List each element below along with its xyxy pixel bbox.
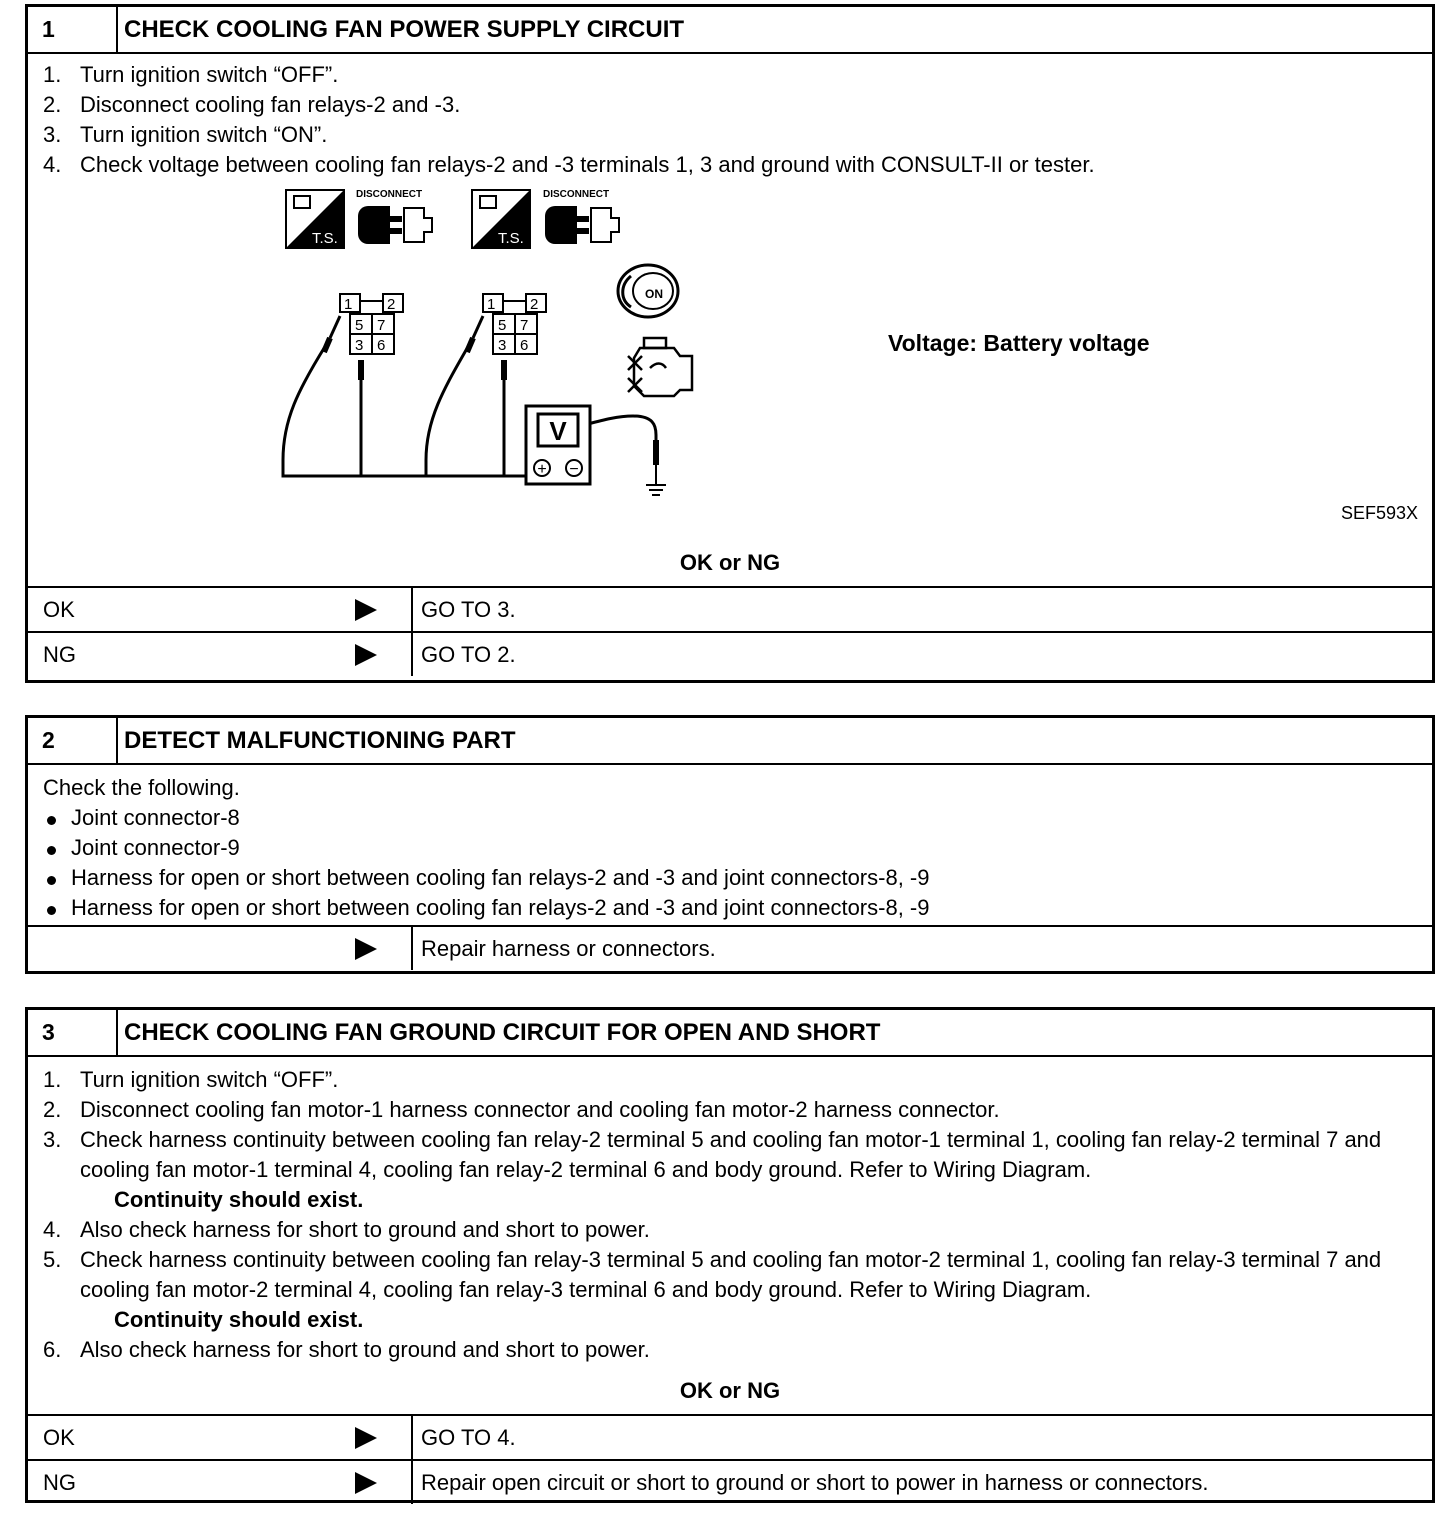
intro-text: Check the following.	[43, 775, 240, 800]
step-1-box	[25, 4, 1435, 683]
wiring-diagram	[28, 180, 1432, 550]
item-text: Disconnect cooling fan motor-1 harness connector and cooling fan motor-2 harness connector.	[80, 1097, 1000, 1122]
item-text: Check harness continuity between cooling fan relay-3 terminal 5 and cooling fan motor-2 terminal 1, cooling fan relay-3 terminal 7 and cooling fan motor-2 terminal 4, cooling fan relay-3 terminal 6 and body ground. Refer to Wiring Diagram.	[80, 1247, 1382, 1302]
right-arrow-icon	[355, 599, 377, 621]
item-text: Check voltage between cooling fan relays-2 and -3 terminals 1, 3 and ground with CONSULT-II or tester.	[80, 152, 1095, 177]
step-2-body	[28, 765, 1432, 925]
check-item: Harness for open or short between cooling fan relays-2 and -3 and joint connectors-8, -9	[43, 893, 1432, 923]
instruction-list	[43, 1065, 1418, 1365]
right-arrow-icon	[355, 1472, 377, 1494]
disconnect-connector-icon	[356, 189, 432, 244]
result-condition	[28, 927, 413, 970]
ts-label: T.S.	[498, 230, 524, 247]
terminal-label: 7	[520, 317, 529, 334]
result-label: OK or NG	[679, 1378, 781, 1403]
probe-tips	[324, 338, 656, 465]
step-title: CHECK COOLING FAN POWER SUPPLY CIRCUIT	[124, 15, 685, 43]
item-number: 5.	[43, 1247, 62, 1272]
terminal-label: 7	[377, 317, 386, 334]
instruction-item	[43, 60, 1432, 90]
item-text: Also check harness for short to ground and short to power.	[80, 1217, 650, 1242]
item-number: 6.	[43, 1337, 62, 1362]
step-title: CHECK COOLING FAN GROUND CIRCUIT FOR OPEN AND SHORT	[124, 1018, 881, 1046]
step-3-box	[25, 1007, 1435, 1503]
continuity-note: Continuity should exist.	[114, 1307, 364, 1332]
voltage-spec: Voltage: Battery voltage	[888, 330, 1150, 356]
ground-icon	[646, 465, 666, 495]
terminal-label: 5	[498, 317, 507, 334]
check-list	[43, 803, 1432, 923]
engine-off-icon	[628, 338, 692, 396]
ignition-switch-on-icon	[618, 265, 678, 317]
result-row-ng	[28, 631, 1432, 676]
result-action: Repair harness or connectors.	[421, 935, 716, 961]
step-number: 1	[28, 7, 118, 52]
ignition-label: ON	[645, 287, 663, 301]
terminal-label: 6	[520, 337, 529, 354]
terminal-label: 1	[487, 296, 496, 313]
condition-text: NG	[43, 641, 76, 667]
step-3-header	[28, 1010, 1432, 1057]
terminal-label: 1	[344, 296, 353, 313]
result-condition	[28, 1416, 413, 1459]
item-number: 1.	[43, 62, 62, 87]
result-action: Repair open circuit or short to ground or short to power in harness or connectors.	[421, 1469, 1209, 1495]
instruction-item	[43, 120, 1432, 150]
relay-connector	[483, 294, 546, 354]
step-title: DETECT MALFUNCTIONING PART	[124, 726, 516, 754]
result-condition	[28, 588, 413, 631]
result-action: GO TO 4.	[421, 1424, 516, 1450]
instruction-item	[43, 90, 1432, 120]
result-condition	[28, 633, 413, 676]
result-label: OK or NG	[679, 550, 781, 575]
terminal-label: 2	[530, 296, 539, 313]
item-text: Disconnect cooling fan relays-2 and -3.	[80, 92, 461, 117]
minus-terminal: −	[569, 461, 579, 478]
terminal-label: 5	[355, 317, 364, 334]
item-text: Turn ignition switch “ON”.	[80, 122, 328, 147]
terminal-label: 2	[387, 296, 396, 313]
item-text: Turn ignition switch “OFF”.	[80, 62, 339, 87]
figure-code: SEF593X	[1340, 503, 1418, 523]
result-row	[28, 925, 1432, 970]
test-sensor-icon	[472, 190, 530, 248]
check-item: Joint connector-8	[43, 803, 1432, 833]
disconnect-label: DISCONNECT	[543, 189, 610, 200]
instruction-item	[43, 1065, 1418, 1095]
item-number: 4.	[43, 152, 62, 177]
meter-label: V	[549, 416, 567, 446]
relay-connector	[340, 294, 403, 354]
item-text: Also check harness for short to ground and short to power.	[80, 1337, 650, 1362]
terminal-label: 6	[377, 337, 386, 354]
step-number: 3	[28, 1010, 118, 1055]
check-item: Joint connector-9	[43, 833, 1432, 863]
voltage-check-figure	[28, 180, 1432, 550]
check-item: Harness for open or short between cooling fan relays-2 and -3 and joint connectors-8, -9	[43, 863, 1432, 893]
instruction-item	[43, 1245, 1418, 1335]
disconnect-connector-icon	[543, 189, 619, 244]
step-1-body	[28, 54, 1432, 180]
item-number: 4.	[43, 1217, 62, 1242]
voltmeter-icon	[526, 406, 590, 484]
right-arrow-icon	[355, 1427, 377, 1449]
step-number: 2	[28, 718, 118, 763]
instruction-item	[43, 1335, 1418, 1365]
item-number: 2.	[43, 92, 62, 117]
result-row-ok	[28, 586, 1432, 631]
item-number: 1.	[43, 1067, 62, 1092]
instruction-item	[43, 1215, 1418, 1245]
ts-label: T.S.	[312, 230, 338, 247]
right-arrow-icon	[355, 938, 377, 960]
terminal-label: 3	[498, 337, 507, 354]
item-text: Check harness continuity between cooling fan relay-2 terminal 5 and cooling fan motor-1 terminal 1, cooling fan relay-2 terminal 7 and cooling fan motor-1 terminal 4, cooling fan relay-2 terminal 6 and body ground. Refer to Wiring Diagram.	[80, 1127, 1382, 1182]
condition-text: NG	[43, 1469, 76, 1495]
result-row-ok	[28, 1414, 1432, 1459]
disconnect-label: DISCONNECT	[356, 189, 423, 200]
result-action: GO TO 2.	[421, 641, 516, 667]
result-row-ng	[28, 1459, 1432, 1504]
step-2-header	[28, 718, 1432, 765]
plus-terminal: +	[537, 461, 547, 478]
instruction-item	[43, 1095, 1418, 1125]
step-1-header	[28, 7, 1432, 54]
continuity-note: Continuity should exist.	[114, 1187, 364, 1212]
instruction-list	[43, 60, 1432, 180]
item-number: 3.	[43, 1127, 62, 1152]
item-text: Turn ignition switch “OFF”.	[80, 1067, 339, 1092]
result-action: GO TO 3.	[421, 596, 516, 622]
step-3-body	[28, 1057, 1432, 1374]
instruction-item	[43, 150, 1432, 180]
step-2-box	[25, 715, 1435, 974]
test-sensor-icon	[286, 190, 344, 248]
item-number: 2.	[43, 1097, 62, 1122]
terminal-label: 3	[355, 337, 364, 354]
condition-text: OK	[43, 1424, 75, 1450]
condition-text: OK	[43, 596, 75, 622]
instruction-item	[43, 1125, 1418, 1215]
item-number: 3.	[43, 122, 62, 147]
right-arrow-icon	[355, 644, 377, 666]
result-condition	[28, 1461, 413, 1504]
